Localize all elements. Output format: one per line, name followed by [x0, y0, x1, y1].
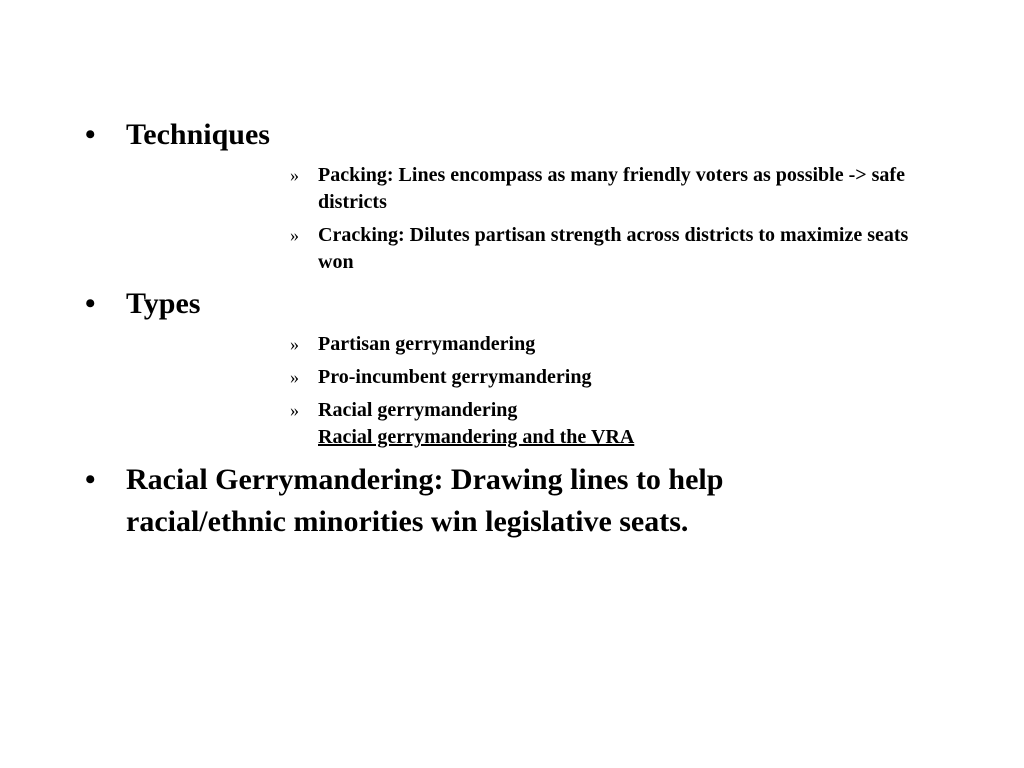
closing-bullet-text: Racial Gerrymandering: Drawing lines to help racial/ethnic minorities win legislative seats.	[126, 463, 724, 538]
sub-marker: »	[290, 165, 299, 185]
sub-item-cracking	[290, 222, 940, 276]
heading-types: Types	[126, 287, 201, 320]
heading-techniques: Techniques	[126, 118, 270, 151]
sub-item-packing	[290, 162, 940, 216]
vra-link[interactable]: Racial gerrymandering and the VRA	[318, 426, 635, 448]
bullet-dot: •	[85, 118, 96, 151]
sub-item-text: Packing: Lines encompass as many friendly voters as possible -> safe districts	[318, 164, 905, 213]
sub-item-text: Partisan gerrymandering	[318, 333, 536, 355]
sub-item-text: Pro-incumbent gerrymandering	[318, 366, 592, 388]
bullet-dot: •	[85, 287, 96, 320]
sub-marker: »	[290, 334, 299, 354]
bullet-techniques	[85, 114, 845, 156]
sub-marker: »	[290, 400, 299, 420]
bullet-types	[85, 283, 845, 325]
bullet-dot: •	[85, 463, 96, 496]
sub-item-racial	[290, 397, 940, 451]
bullet-racial-gerrymandering	[85, 459, 845, 543]
sub-item-text: Cracking: Dilutes partisan strength across districts to maximize seats won	[318, 224, 909, 273]
sub-item-pro-incumbent	[290, 364, 940, 391]
sub-marker: »	[290, 367, 299, 387]
sub-item-partisan	[290, 331, 940, 358]
sub-item-text: Racial gerrymandering	[318, 399, 518, 421]
sub-marker: »	[290, 225, 299, 245]
